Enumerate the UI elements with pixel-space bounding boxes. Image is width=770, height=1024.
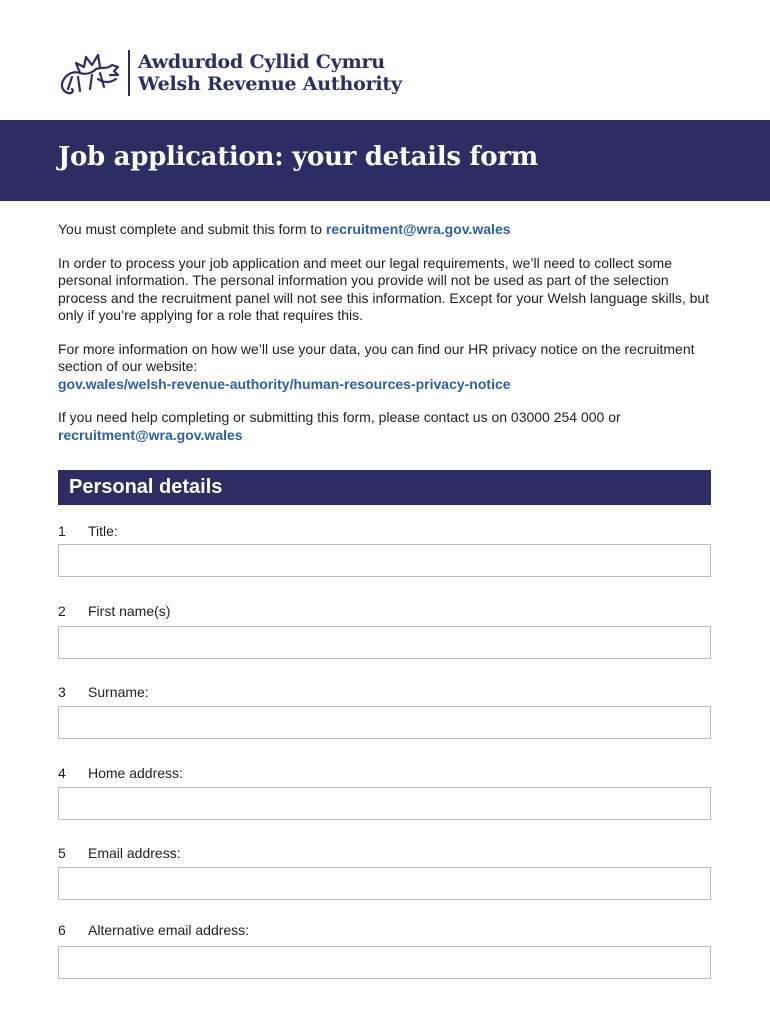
- title-banner: [0, 120, 770, 201]
- welsh-dragon-icon: [58, 49, 124, 97]
- question-alt-email-label: [58, 922, 249, 938]
- question-label: First name(s): [88, 603, 171, 619]
- privacy-notice-text: For more information on how we’ll use your data, you can find our HR privacy notice on the recruitment section of our website:: [58, 340, 695, 374]
- first-name-input[interactable]: [58, 626, 711, 659]
- question-number: 6: [58, 922, 66, 938]
- question-number: 1: [58, 523, 66, 539]
- logo-english-name: Welsh Revenue Authority: [138, 73, 402, 95]
- question-number: 5: [58, 845, 66, 861]
- question-number: 3: [58, 684, 66, 700]
- question-home-address-label: [58, 765, 183, 781]
- question-first-name-label: [58, 603, 170, 619]
- intro-paragraph-submit: [58, 221, 718, 239]
- question-title-label: [58, 523, 118, 539]
- title-input[interactable]: [58, 544, 711, 577]
- surname-input[interactable]: [58, 706, 711, 739]
- question-surname-label: [58, 684, 149, 700]
- logo-divider: [128, 50, 130, 96]
- privacy-notice-link[interactable]: gov.wales/welsh-revenue-authority/human-resources-privacy-notice: [58, 375, 511, 392]
- recruitment-email-link[interactable]: recruitment@wra.gov.wales: [325, 221, 511, 237]
- question-label: Home address:: [88, 765, 183, 781]
- intro-paragraph-data-use: In order to process your job application and meet our legal requirements, we’ll need to collect some personal information. The personal information you provide will not be used as part of the selection process and the recruitment panel will not see this information. Except for your Welsh language skills, but only if you’re applying for a role that requires this.: [58, 254, 710, 323]
- question-label: Alternative email address:: [88, 922, 250, 938]
- email-input[interactable]: [58, 867, 711, 900]
- home-address-input[interactable]: [58, 787, 711, 820]
- question-number: 4: [58, 765, 66, 781]
- section-header-personal-details: [58, 470, 711, 505]
- logo-welsh-name: Awdurdod Cyllid Cymru: [138, 51, 385, 73]
- page-title: Job application: your details form: [58, 142, 538, 172]
- intro-text: [58, 221, 718, 460]
- question-email-label: [58, 845, 181, 861]
- question-label: Title:: [88, 523, 118, 539]
- question-label: Surname:: [88, 684, 149, 700]
- alternative-email-input[interactable]: [58, 946, 711, 979]
- help-email-link[interactable]: recruitment@wra.gov.wales: [58, 426, 243, 443]
- wra-logo: [58, 47, 402, 99]
- logo-wordmark: [138, 51, 402, 95]
- section-title: Personal details: [69, 476, 223, 498]
- intro-paragraph-help: [58, 409, 718, 444]
- question-label: Email address:: [88, 845, 181, 861]
- question-number: 2: [58, 603, 66, 619]
- help-contact-text: If you need help completing or submitting this form, please contact us on 03000 254 000 or: [58, 409, 621, 425]
- intro-paragraph-privacy: [58, 341, 718, 394]
- submit-instruction: You must complete and submit this form to: [58, 221, 326, 237]
